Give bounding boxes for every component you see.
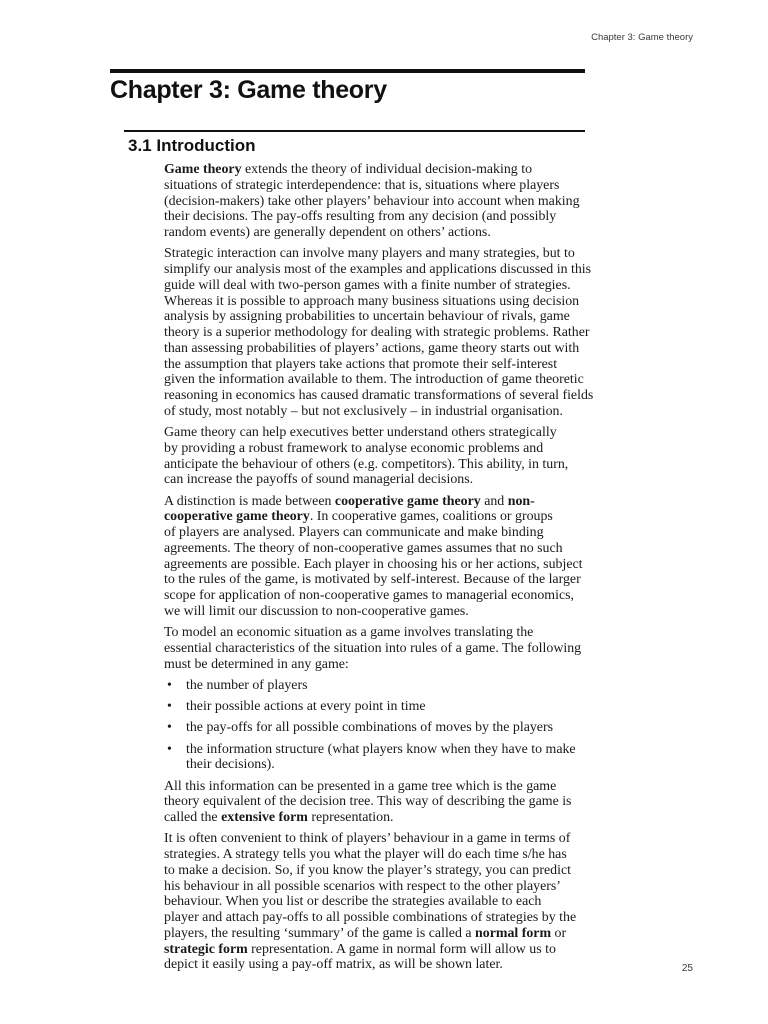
bold-term: normal form (475, 925, 552, 941)
bullet-item (164, 720, 604, 736)
section-heading: 3.1 Introduction (128, 136, 256, 155)
text-run: A distinction is made between (164, 493, 335, 509)
text-line (164, 209, 604, 225)
text-run: to the rules of the game, is motivated by self-interest. Because of the larger (164, 572, 581, 588)
text-run: behaviour. When you list or describe the strategies available to each (164, 894, 542, 910)
text-line (164, 262, 604, 278)
text-run: To model an economic situation as a game involves translating the (164, 625, 534, 640)
text-run: agreements. The theory of non-cooperative games assumes that no such (164, 540, 563, 556)
text-run: analysis by assigning probabilities to uncertain behaviour of rivals, game (164, 309, 570, 325)
text-line (164, 641, 604, 657)
text-run: Game theory can help executives better understand others strategically (164, 425, 557, 440)
text-run: their decisions). (186, 757, 275, 773)
text-line (164, 162, 604, 178)
text-line (164, 863, 604, 879)
text-line (164, 372, 604, 388)
text-run: the assumption that players take actions that promote their self-interest (164, 356, 558, 372)
text-line (164, 879, 604, 895)
text-line (164, 294, 604, 310)
text-line (164, 831, 604, 847)
bullet-text (186, 720, 604, 736)
text-run: called the (164, 810, 222, 825)
text-line (164, 178, 604, 194)
paragraph (164, 779, 604, 826)
text-run: guide will deal with two-person games with a finite number of strategies. (164, 277, 571, 293)
text-line (164, 225, 604, 241)
page-number: 25 (681, 963, 693, 974)
text-line (164, 194, 604, 210)
text-line (164, 388, 604, 404)
text-line (164, 957, 604, 973)
paragraph (164, 494, 604, 620)
text-run: Whereas it is possible to approach many business situations using decision (164, 293, 580, 309)
text-run: (decision-makers) take other players’ behaviour into account when making (164, 193, 580, 209)
text-line (164, 246, 604, 262)
text-run: we will limit our discussion to non-cooperative games. (164, 603, 469, 619)
text-run: his behaviour in all possible scenarios with respect to the other players’ (164, 878, 561, 894)
chapter-title: Chapter 3: Game theory (110, 76, 387, 104)
text-run: . In cooperative games, coalitions or groups (309, 509, 553, 525)
text-run: to make a decision. So, if you know the player’s strategy, you can predict (164, 862, 571, 878)
text-line (164, 625, 604, 641)
paragraph (164, 246, 604, 419)
paragraph (164, 831, 604, 973)
text-line (164, 572, 604, 588)
bold-term: cooperative game theory (334, 493, 481, 509)
bullet-list (164, 678, 604, 773)
text-run: representation. A game in normal form will allow us to (247, 941, 556, 957)
bullet-text (186, 678, 604, 694)
text-run: their possible actions at every point in time (186, 699, 426, 714)
bullet-text (186, 699, 604, 715)
text-run: situations of strategic interdependence: that is, situations where players (164, 177, 560, 193)
text-line (164, 494, 604, 510)
paragraph (164, 425, 604, 488)
body-text (164, 162, 604, 973)
bullet-text (186, 742, 604, 774)
text-run: or (551, 925, 567, 941)
paragraph (164, 162, 604, 241)
text-run: representation. (307, 810, 394, 825)
text-line (186, 720, 604, 736)
bold-term: non- (507, 493, 535, 509)
text-run: their decisions. The pay-offs resulting from any decision (and possibly (164, 209, 557, 225)
text-line (164, 404, 604, 420)
text-line (186, 678, 604, 694)
bold-term: cooperative game theory (164, 509, 310, 525)
text-line (164, 457, 604, 473)
paragraph (164, 625, 604, 672)
bold-term: extensive form (221, 810, 308, 825)
text-run: random events) are generally dependent on others’ actions. (164, 225, 491, 240)
text-run: must be determined in any game: (164, 656, 349, 672)
bold-term: strategic form (164, 941, 248, 957)
text-run: strategies. A strategy tells you what the player will do each time s/he has (164, 847, 567, 862)
text-line (164, 357, 604, 373)
text-run: depict it easily using a pay-off matrix, as will be shown later. (164, 957, 503, 973)
text-line (186, 742, 604, 758)
text-line (164, 425, 604, 441)
text-line (164, 588, 604, 604)
text-run: essential characteristics of the situation into rules of a game. The following (164, 640, 582, 656)
text-run: the number of players (186, 677, 308, 693)
text-run: of players are analysed. Players can communicate and make binding (164, 525, 544, 540)
text-line (164, 657, 604, 673)
bullet-marker: • (167, 720, 172, 736)
text-run: anticipate the behaviour of others (e.g. competitors). This ability, in turn, (164, 456, 569, 472)
text-line (164, 472, 604, 488)
text-run: and (480, 493, 508, 509)
text-run: players, the resulting ‘summary’ of the game is called a (164, 925, 476, 941)
text-run: can increase the payoffs of sound managerial decisions. (164, 472, 474, 488)
text-line (164, 847, 604, 863)
text-run: of study, most notably – but not exclusively – in industrial organisation. (164, 403, 563, 419)
text-run: simplify our analysis most of the examples and applications discussed in this (164, 262, 592, 277)
bullet-marker: • (167, 677, 172, 693)
text-line (164, 541, 604, 557)
text-run: Strategic interaction can involve many players and many strategies, but to (164, 246, 575, 262)
text-line (186, 757, 604, 773)
text-line (164, 509, 604, 525)
bullet-item (164, 699, 604, 715)
text-line (164, 441, 604, 457)
bullet-item (164, 678, 604, 694)
text-line (164, 278, 604, 294)
text-run: theory is a superior methodology for dealing with strategic problems. Rather (164, 325, 590, 340)
text-run: It is often convenient to think of players’ behaviour in a game in terms of (164, 831, 571, 847)
text-line (164, 810, 604, 826)
text-run: the information structure (what players know when they have to make (186, 741, 576, 757)
text-run: extends the theory of individual decision-making to (241, 162, 533, 177)
text-run: by providing a robust framework to analyse economic problems and (164, 440, 544, 456)
text-run: scope for application of non-cooperative games to managerial economics, (164, 588, 575, 603)
text-run: than assessing probabilities of players’ actions, game theory starts out with (164, 340, 580, 356)
text-line (164, 894, 604, 910)
text-line (164, 942, 604, 958)
bold-term: Game theory (164, 162, 242, 177)
bullet-marker: • (167, 741, 172, 757)
text-line (164, 779, 604, 795)
bullet-item (164, 742, 604, 774)
text-line (186, 699, 604, 715)
text-run: player and attach pay-offs to all possible combinations of strategies by the (164, 910, 577, 925)
text-run: the pay-offs for all possible combinations of moves by the players (186, 720, 553, 736)
text-run: reasoning in economics has caused dramatic transformations of several fields (164, 388, 594, 403)
text-line (164, 910, 604, 926)
text-run: theory equivalent of the decision tree. This way of describing the game is (164, 794, 572, 810)
text-run: given the information available to them. The introduction of game theoretic (164, 372, 584, 388)
text-line (164, 309, 604, 325)
text-line (164, 325, 604, 341)
text-line (164, 341, 604, 357)
text-line (164, 794, 604, 810)
text-line (164, 604, 604, 620)
text-line (164, 525, 604, 541)
bullet-marker: • (167, 699, 172, 714)
text-line (164, 926, 604, 942)
running-header: Chapter 3: Game theory (591, 32, 693, 43)
text-line (164, 557, 604, 573)
section-rule (124, 130, 585, 132)
text-run: agreements are possible. Each player in choosing his or her actions, subject (164, 556, 583, 572)
chapter-rule-thick (110, 69, 585, 73)
text-run: All this information can be presented in a game tree which is the game (164, 778, 557, 794)
